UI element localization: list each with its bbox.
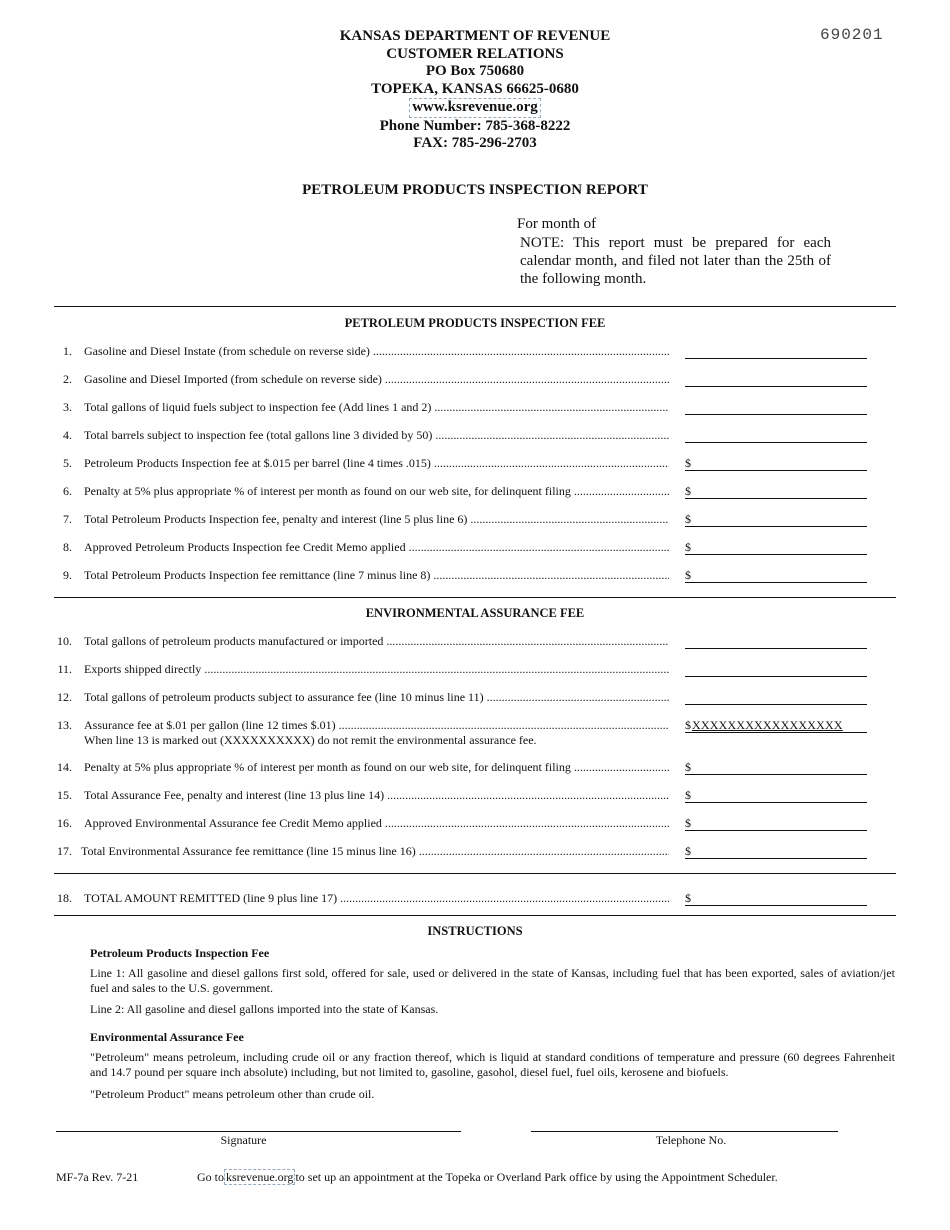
section-divider bbox=[54, 915, 896, 916]
line-17-amount-field[interactable]: $ bbox=[685, 844, 867, 859]
line-3-amount-field[interactable] bbox=[685, 400, 867, 415]
line-8-amount-field[interactable]: $ bbox=[685, 540, 867, 555]
line-17 bbox=[0, 844, 950, 862]
line-label: Penalty at 5% plus appropriate % of interest per month as found on our web site, for delinquent filing ..... bbox=[84, 760, 669, 775]
telephone-label: Telephone No. bbox=[655, 1133, 727, 1147]
line-11 bbox=[0, 662, 950, 680]
line-13-note: When line 13 is marked out (XXXXXXXXXX) do not remit the environmental assurance fee. bbox=[84, 733, 537, 747]
line-label: Total barrels subject to inspection fee (total gallons line 3 divided by 50) ..... bbox=[84, 428, 669, 443]
line-label: Penalty at 5% plus appropriate % of interest per month as found on our web site, for delinquent filing ..... bbox=[84, 484, 669, 499]
line-12 bbox=[0, 690, 950, 708]
instructions-sub-inspection: Petroleum Products Inspection Fee bbox=[90, 946, 270, 960]
line-16 bbox=[0, 816, 950, 834]
line-number: 13. bbox=[57, 718, 72, 732]
line-number: 3. bbox=[63, 400, 72, 414]
signature-field[interactable] bbox=[56, 1131, 461, 1132]
line-4 bbox=[0, 428, 950, 446]
line-number: 7. bbox=[63, 512, 72, 526]
section-heading-inspection-fee: PETROLEUM PRODUCTS INSPECTION FEE bbox=[344, 316, 606, 330]
line-14 bbox=[0, 760, 950, 778]
line-9-amount-field[interactable]: $ bbox=[685, 568, 867, 583]
line-number: 8. bbox=[63, 540, 72, 554]
line-1-amount-field[interactable] bbox=[685, 344, 867, 359]
line-9 bbox=[0, 568, 950, 586]
section-divider bbox=[54, 306, 896, 307]
line-18-total bbox=[0, 891, 950, 909]
total-amount-field[interactable]: $ bbox=[685, 891, 867, 906]
line-6 bbox=[0, 484, 950, 502]
line-10 bbox=[0, 634, 950, 652]
line-number: 1. bbox=[63, 344, 72, 358]
instructions-line1: Line 1: All gasoline and diesel gallons first sold, offered for sale, used or delivered in the state of Kansas, including fuel that has been exported, sales of aviation/jet fuel and sales to the U.S. government. bbox=[90, 966, 895, 995]
line-number: 12. bbox=[57, 690, 72, 704]
footer-note bbox=[197, 1170, 778, 1185]
line-number: 18. bbox=[57, 891, 72, 905]
line-label: TOTAL AMOUNT REMITTED (line 9 plus line 17) ..... bbox=[84, 891, 669, 906]
line-label: Total Petroleum Products Inspection fee remittance (line 7 minus line 8) ..... bbox=[84, 568, 669, 583]
line-number: 9. bbox=[63, 568, 72, 582]
line-number: 15. bbox=[57, 788, 72, 802]
line-number: 6. bbox=[63, 484, 72, 498]
line-label: Approved Petroleum Products Inspection fee Credit Memo applied ..... bbox=[84, 540, 669, 555]
line-15-amount-field[interactable]: $ bbox=[685, 788, 867, 803]
agency-header bbox=[0, 28, 950, 153]
agency-city: TOPEKA, KANSAS 66625-0680 bbox=[371, 80, 579, 97]
line-label: Assurance fee at $.01 per gallon (line 12 times $.01) ..... bbox=[84, 718, 669, 733]
agency-name: KANSAS DEPARTMENT OF REVENUE bbox=[339, 28, 611, 44]
line-label: Gasoline and Diesel Imported (from schedule on reverse side) ..... bbox=[84, 372, 669, 387]
line-7-amount-field[interactable]: $ bbox=[685, 512, 867, 527]
line-label: Exports shipped directly ..... bbox=[84, 662, 669, 677]
line-8 bbox=[0, 540, 950, 558]
line-15 bbox=[0, 788, 950, 806]
agency-division: CUSTOMER RELATIONS bbox=[386, 45, 564, 62]
line-7 bbox=[0, 512, 950, 530]
line-label: Approved Environmental Assurance fee Credit Memo applied ..... bbox=[84, 816, 669, 831]
line-6-amount-field[interactable]: $ bbox=[685, 484, 867, 499]
line-13-amount-field[interactable]: $ XXXXXXXXXXXXXXXXX bbox=[685, 718, 867, 733]
telephone-field[interactable] bbox=[531, 1131, 838, 1132]
line-label: Gasoline and Diesel Instate (from schedule on reverse side) ..... bbox=[84, 344, 669, 359]
form-number: 690201 bbox=[820, 26, 884, 44]
line-10-amount-field[interactable] bbox=[685, 634, 867, 649]
month-label: For month of bbox=[517, 216, 597, 232]
line-11-amount-field[interactable] bbox=[685, 662, 867, 677]
report-title: PETROLEUM PRODUCTS INSPECTION REPORT bbox=[302, 182, 648, 198]
line-label: Total Petroleum Products Inspection fee, penalty and interest (line 5 plus line 6) ..... bbox=[84, 512, 669, 527]
line-4-amount-field[interactable] bbox=[685, 428, 867, 443]
section-heading-assurance-fee: ENVIRONMENTAL ASSURANCE FEE bbox=[365, 606, 585, 620]
line-5-amount-field[interactable]: $ bbox=[685, 456, 867, 471]
agency-website-link[interactable]: www.ksrevenue.org bbox=[409, 98, 541, 118]
line-label: Total Assurance Fee, penalty and interest (line 13 plus line 14) ..... bbox=[84, 788, 669, 803]
line-2 bbox=[0, 372, 950, 390]
filing-note: NOTE: This report must be prepared for each calendar month, and filed not later than the 25th of the following month. bbox=[520, 235, 831, 287]
line-number: 2. bbox=[63, 372, 72, 386]
line-2-amount-field[interactable] bbox=[685, 372, 867, 387]
line-number: 16. bbox=[57, 816, 72, 830]
agency-phone: Phone Number: 785-368-8222 bbox=[379, 117, 571, 134]
section-divider bbox=[54, 873, 896, 874]
footer-website-link[interactable]: ksrevenue.org bbox=[226, 1170, 294, 1184]
line-label: Total gallons of petroleum products subject to assurance fee (line 10 minus line 11) ..... bbox=[84, 690, 669, 705]
line-1 bbox=[0, 344, 950, 362]
line-label: Petroleum Products Inspection fee at $.015 per barrel (line 4 times .015) ..... bbox=[84, 456, 669, 471]
line-number: 11. bbox=[57, 662, 72, 676]
petroleum-definition: "Petroleum" means petroleum, including crude oil or any fraction thereof, which is liquid at standard conditions of temperature and pressure (60 degrees Fahrenheit and 14.7 pound per square inch absolute) including, but not limited to, gasoline, gasohol, diesel fuel, fuel oils, kerosene and biofuels. bbox=[90, 1050, 895, 1079]
instructions-line2: Line 2: All gasoline and diesel gallons imported into the state of Kansas. bbox=[90, 1002, 439, 1016]
line-12-amount-field[interactable] bbox=[685, 690, 867, 705]
line-5 bbox=[0, 456, 950, 474]
marked-out-value: XXXXXXXXXXXXXXXXX bbox=[692, 718, 843, 732]
footer-rest: to set up an appointment at the Topeka or Overland Park office by using the Appointment Scheduler. bbox=[295, 1170, 778, 1184]
agency-po-box: PO Box 750680 bbox=[425, 63, 525, 79]
line-16-amount-field[interactable]: $ bbox=[685, 816, 867, 831]
petroleum-product-definition: "Petroleum Product" means petroleum other than crude oil. bbox=[90, 1087, 375, 1101]
line-label: Total gallons of liquid fuels subject to inspection fee (Add lines 1 and 2) ..... bbox=[84, 400, 669, 415]
line-number: 14. bbox=[57, 760, 72, 774]
form-revision: MF-7a Rev. 7-21 bbox=[56, 1170, 139, 1184]
instructions-heading: INSTRUCTIONS bbox=[427, 924, 523, 938]
line-number: 10. bbox=[57, 634, 72, 648]
line-number: 5. bbox=[63, 456, 72, 470]
line-label: Total Environmental Assurance fee remittance (line 15 minus line 16) ..... bbox=[81, 844, 669, 859]
signature-label: Signature bbox=[220, 1133, 267, 1147]
line-3 bbox=[0, 400, 950, 418]
line-14-amount-field[interactable]: $ bbox=[685, 760, 867, 775]
instructions-sub-assurance: Environmental Assurance Fee bbox=[90, 1030, 244, 1044]
agency-fax: FAX: 785-296-2703 bbox=[413, 135, 537, 151]
section-divider bbox=[54, 597, 896, 598]
line-label: Total gallons of petroleum products manufactured or imported ..... bbox=[84, 634, 669, 649]
footer-go-to: Go to bbox=[197, 1170, 224, 1184]
line-number: 17. bbox=[57, 844, 72, 858]
line-number: 4. bbox=[63, 428, 72, 442]
